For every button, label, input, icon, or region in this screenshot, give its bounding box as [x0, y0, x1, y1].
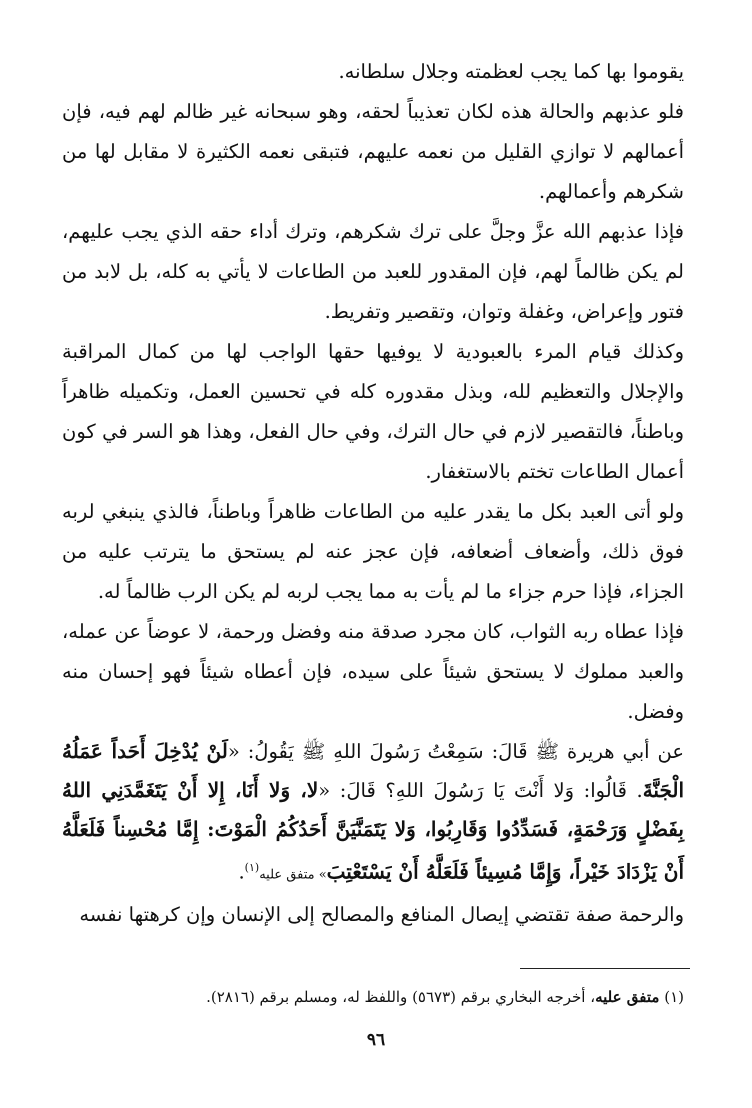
- hadith-part-2: . قَالُوا: وَلا أَنْتَ يَا رَسُولَ اللهِ؟ قَالَ: «: [318, 779, 643, 802]
- footnote-divider: [520, 968, 690, 969]
- footnote-label: متفق عليه: [595, 988, 660, 1006]
- paragraph-3: فإذا عذبهم الله عزَّ وجلَّ على ترك شكرهم، وترك أداء حقه الذي يجب عليهم، لم يكن ظالماً لهم، فإن المقدور للعبد من الطاعات لا يأتي به كله، بل لابد من فتور وإعراض، وغفلة وتوان، وتقصير وتفريط.: [62, 220, 684, 323]
- hadith-end: .: [238, 860, 245, 884]
- hadith-intro: عن أبي هريرة ﷺ قَالَ: سَمِعْتُ رَسُولَ اللهِ ﷺ يَقُولُ: «: [227, 740, 684, 763]
- hadith-part-5: إِمَّا مُحْسِناً فَلَعَلَّهُ أَنْ يَزْدَادَ خَيْراً، وَإِمَّا مُسِيئاً فَلَعَلَّهُ أَنْ يَسْتَعْتِبَ: [62, 817, 684, 884]
- paragraph-1: يقوموا بها كما يجب لعظمته وجلال سلطانه.: [338, 60, 684, 83]
- footnote-reference: (١): [244, 861, 260, 874]
- footnote: [62, 985, 684, 1009]
- hadith-quote: [62, 732, 684, 895]
- hadith-part-3: لا، وَلا أَنَا، إِلا أَنْ يَتَغَمَّدَنِي اللهُ بِفَضْلٍ وَرَحْمَةٍ: [62, 778, 684, 841]
- paragraph-5: ولو أتى العبد بكل ما يقدر عليه من الطاعات ظاهراً وباطناً، فالذي ينبغي لربه فوق ذلك، وأضعاف أضعافه، فإن عجز عنه لم يستحق ما يترتب عليه من الجزاء، فإذا حرم جزاء ما لم يأت به مما يجب لربه لم يكن الرب ظالماً له.: [62, 500, 684, 603]
- footnote-text: ، أخرجه البخاري برقم (٥٦٧٣) واللفظ له، ومسلم برقم (٢٨١٦).: [206, 988, 596, 1006]
- paragraph-4: وكذلك قيام المرء بالعبودية لا يوفيها حقها الواجب لها من كمال المراقبة والإجلال والتعظيم لله، وبذل مقدوره كله في تحسين العمل، وتكميله ظاهراً وباطناً، فالتقصير لازم في حال الترك، وفي حال الفعل، وهذا هو السر في كون أعمال الطاعات تختم بالاستغفار.: [62, 340, 684, 483]
- page-number: ٩٦: [366, 1030, 386, 1050]
- footnote-number: (١): [664, 988, 684, 1006]
- paragraph-last: والرحمة صفة تقتضي إيصال المنافع والمصالح إلى الإنسان وإن كرهتها نفسه: [79, 902, 684, 926]
- paragraph-2: فلو عذبهم والحالة هذه لكان تعذيباً لحقه، وهو سبحانه غير ظالم لهم فيه، فإن أعمالهم لا توازي القليل من نعمه عليهم، فتبقى نعمه الكثيرة لا مقابل لها من شكرهم وأعمالهم.: [62, 100, 684, 203]
- hadith-closing: » متفق عليه: [259, 867, 327, 883]
- paragraph-6: فإذا عطاه ربه الثواب، كان مجرد صدقة منه وفضل ورحمة، لا عوضاً عن عمله، والعبد مملوك لا يستحق شيئاً على سيده، فإن أعطاه شيئاً فهو إحسان منه وفضل.: [62, 620, 684, 723]
- hadith-part-4: ، فَسَدِّدُوا وَقَارِبُوا، وَلا يَتَمَنَّيَنَّ أَحَدُكُمُ الْمَوْتَ:: [198, 817, 574, 841]
- page-body: [62, 52, 684, 935]
- hadith-part-1: لَنْ يُدْخِلَ أَحَداً عَمَلُهُ الْجَنَّةَ: [62, 739, 685, 802]
